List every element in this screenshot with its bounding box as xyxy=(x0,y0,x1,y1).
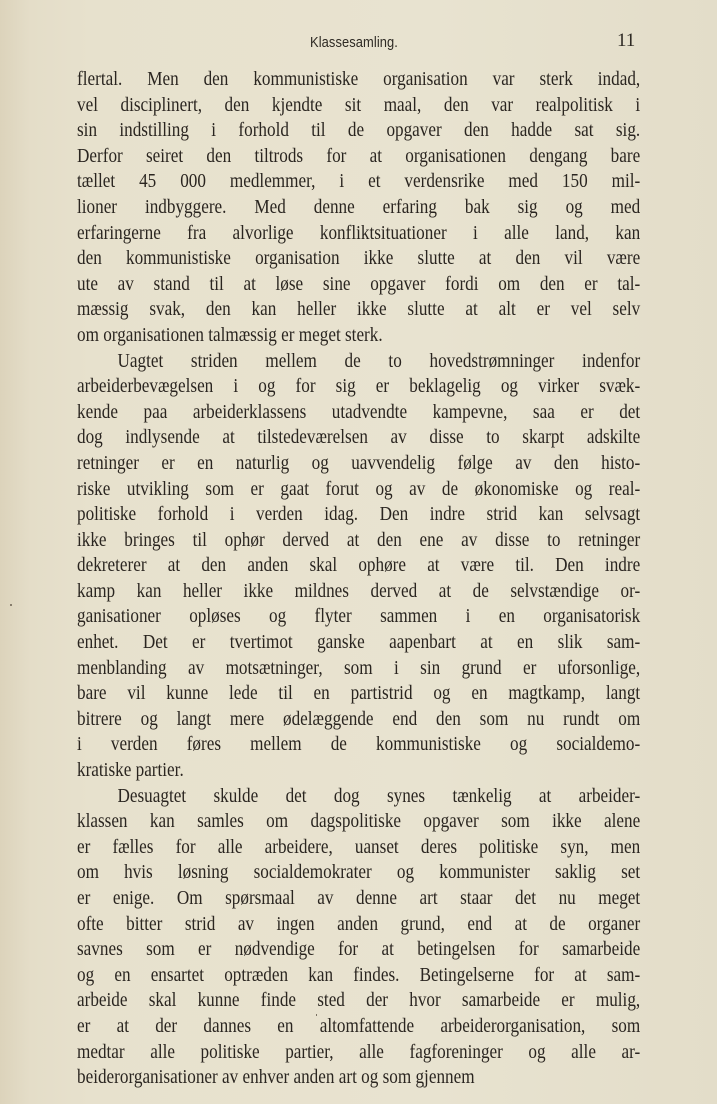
text-line: lioner indbyggere. Med denne erfaring bak sig og med xyxy=(77,196,641,218)
text-line: kamp kan heller ikke mildnes derved at de selvstændige or- xyxy=(77,580,641,602)
text-line: ganisationer opløses og flyter sammen i en organisatorisk xyxy=(77,606,641,628)
paper-speck xyxy=(316,1014,317,1016)
text-line: savnes som er nødvendige for at betingelsen for samarbeide xyxy=(77,939,641,961)
text-line: om organisationen talmæssig er meget sterk. xyxy=(77,324,383,346)
text-line: om hvis løsning socialdemokrater og kommunister saklig set xyxy=(77,862,641,884)
text-line: og en ensartet optræden kan findes. Betingelserne for at sam- xyxy=(77,964,641,986)
paper-speck xyxy=(10,604,12,606)
page-header xyxy=(0,30,717,54)
body-text xyxy=(77,67,640,1091)
running-title: Klassesamling. xyxy=(310,34,398,51)
text-line: sin indstilling i forhold til de opgaver den hadde sat sig. xyxy=(77,120,641,142)
text-line: er enige. Om spørsmaal av denne art staar det nu meget xyxy=(77,888,641,909)
text-line: erfaringerne fra alvorlige konfliktsituationer i alle land, kan xyxy=(77,222,641,244)
text-line: bare vil kunne lede til en partistrid og en magtkamp, langt xyxy=(77,683,641,705)
text-line: Desuagtet skulde det dog synes tænkelig at arbeider- xyxy=(117,785,641,807)
text-line: menblanding av motsætninger, som i sin grund er uforsonlige, xyxy=(77,657,641,679)
text-line: tællet 45 000 medlemmer, i et verdensrike med 150 mil- xyxy=(77,171,641,193)
text-line: arbeiderbevægelsen i og for sig er beklagelig og virker svæk- xyxy=(77,376,641,398)
text-line: i verden føres mellem de kommunistiske og socialdemo- xyxy=(77,734,641,756)
text-line: beiderorganisationer av enhver anden art og som gjennem xyxy=(77,1067,475,1089)
paragraph xyxy=(77,67,640,349)
text-line: riske utvikling som er gaat forut og av de økonomiske og real- xyxy=(77,478,641,500)
text-line: flertal. Men den kommunistiske organisation var sterk indad, xyxy=(77,69,641,90)
text-line: politiske forhold i verden idag. Den indre strid kan selvsagt xyxy=(77,504,641,526)
text-line: dekreterer at den anden skal ophøre at være til. Den indre xyxy=(77,555,641,577)
text-line: Derfor seiret den tiltrods for at organisationen dengang bare xyxy=(77,145,641,167)
text-line: er fælles for alle arbeidere, uanset deres politiske syn, men xyxy=(77,836,641,858)
text-line: mæssig svak, den kan heller ikke slutte at alt er vel selv xyxy=(77,299,641,321)
paragraph xyxy=(77,349,640,784)
text-line: ikke bringes til ophør derved at den ene av disse to retninger xyxy=(77,529,641,551)
text-line: arbeide skal kunne finde sted der hvor samarbeide er mulig, xyxy=(77,990,641,1012)
text-line: kratiske partier. xyxy=(77,760,184,782)
text-line: kende paa arbeiderklassens utadvendte kampevne, saa er det xyxy=(77,401,641,423)
text-line: ute av stand til at løse sine opgaver fordi om den er tal- xyxy=(77,273,641,295)
text-line: enhet. Det er tvertimot ganske aapenbart at en slik sam- xyxy=(77,632,641,654)
text-line: dog indlysende at tilstedeværelsen av disse to skarpt adskilte xyxy=(77,427,641,449)
text-line: vel disciplinert, den kjendte sit maal, den var realpolitisk i xyxy=(77,94,641,116)
text-line: retninger er en naturlig og uavvendelig følge av den histo- xyxy=(77,452,641,474)
text-line: klassen kan samles om dagspolitiske opgaver som ikke alene xyxy=(77,811,641,833)
text-line: er at der dannes en altomfattende arbeiderorganisation, som xyxy=(77,1015,641,1037)
text-line: den kommunistiske organisation ikke slutte at den vil være xyxy=(77,248,641,270)
text-line: Uagtet striden mellem de to hovedstrømninger indenfor xyxy=(117,350,641,372)
page-number: 11 xyxy=(617,30,636,51)
text-line: bitrere og langt mere ødelæggende end den som nu rundt om xyxy=(77,708,641,730)
text-line: ofte bitter strid av ingen anden grund, end at de organer xyxy=(77,913,641,935)
paragraph xyxy=(77,784,640,1091)
text-line: medtar alle politiske partier, alle fagforeninger og alle ar- xyxy=(77,1041,641,1063)
